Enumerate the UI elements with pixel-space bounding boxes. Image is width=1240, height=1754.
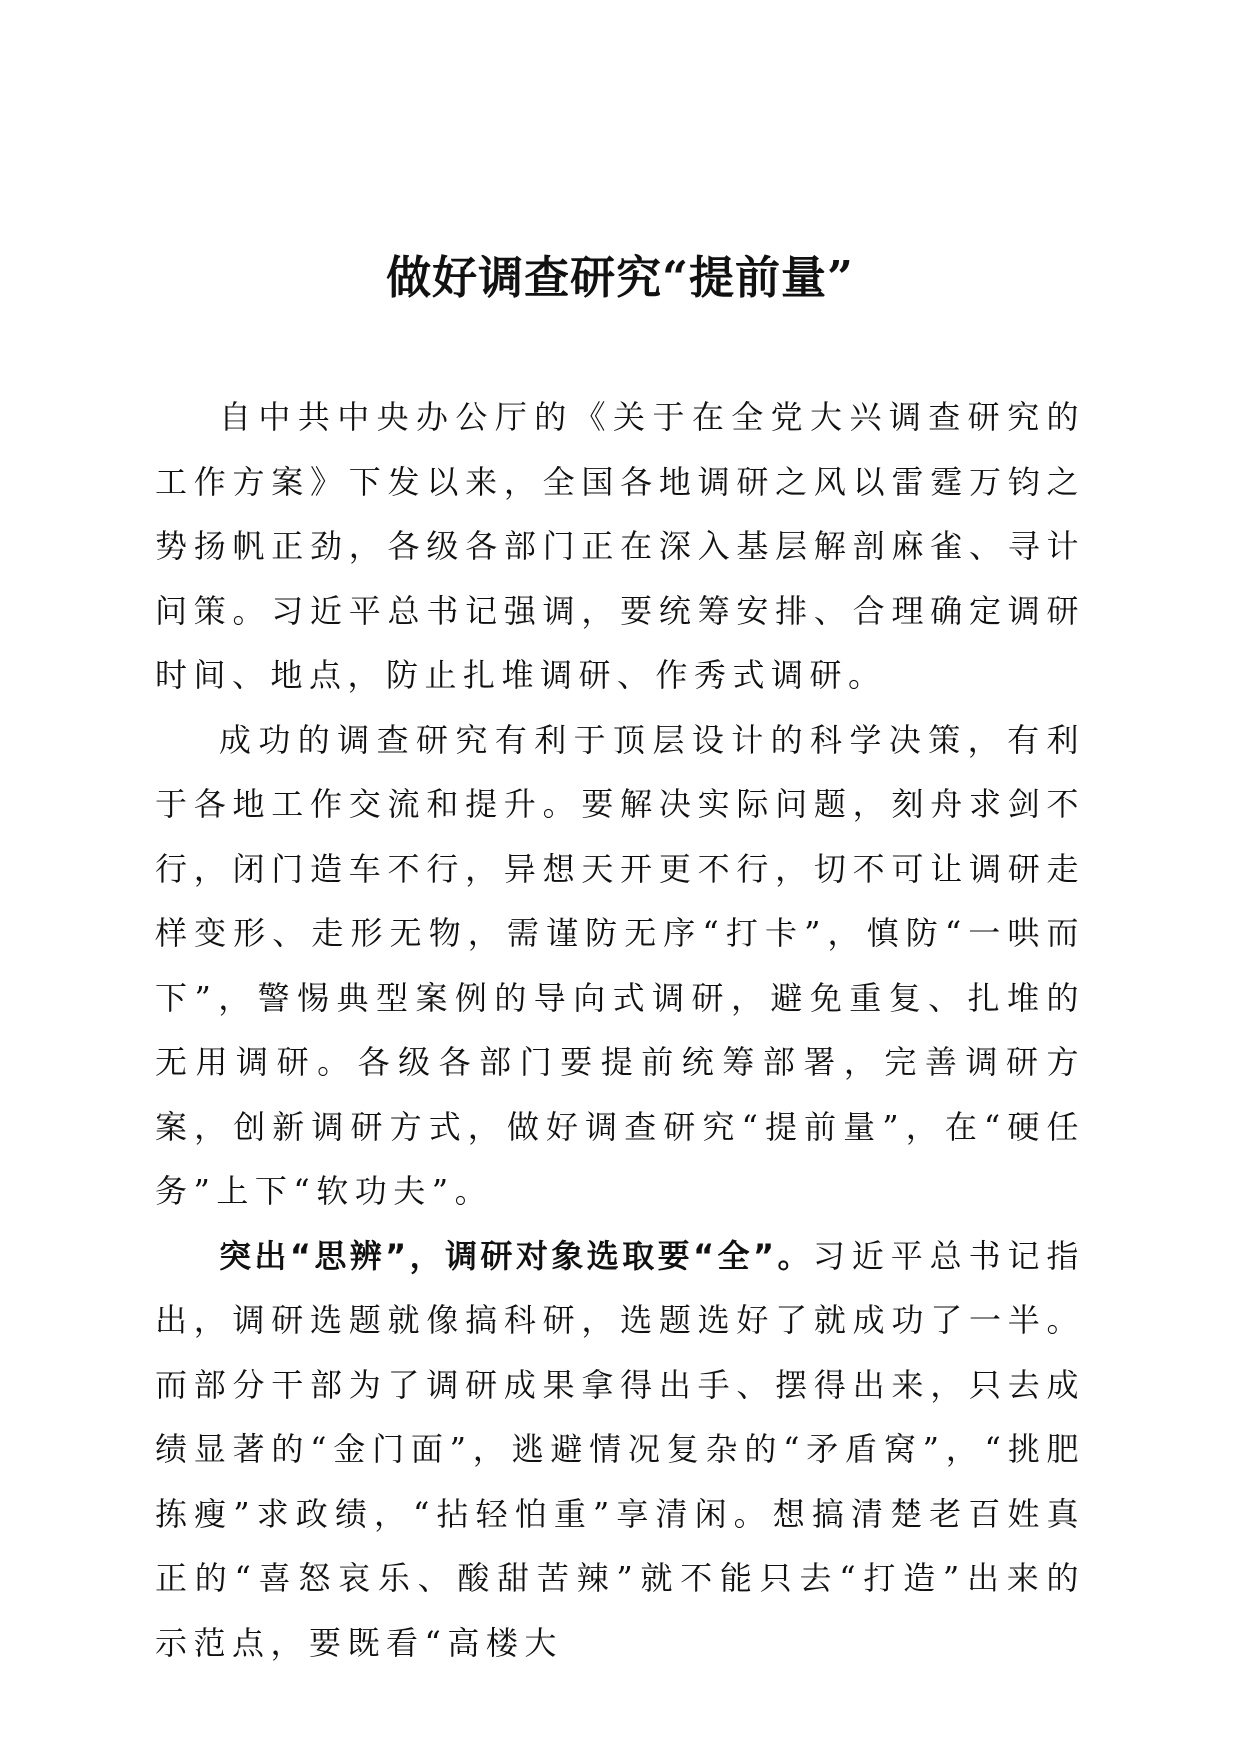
paragraph-intro [155, 385, 1085, 708]
section-heading: 突出“思辨”，调研对象选取要“全”。 [219, 1236, 813, 1275]
paragraph-purpose [155, 708, 1085, 1224]
paragraph-section-one [155, 1224, 1085, 1676]
paragraph-text: 习近平总书记指出，调研选题就像搞科研，选题选好了就成功了一半。而部分干部为了调研成果拿得出手、摆得出来，只去成绩显著的“金门面”，逃避情况复杂的“矛盾窝”，“挑肥拣瘦”求政绩，“拈轻怕重”享清闲。想搞清楚老百姓真正的“喜怒哀乐、酸甜苦辣”就不能只去“打造”出来的示范点，要既看“高楼大 [155, 1236, 1085, 1662]
paragraph-text: 成功的调查研究有利于顶层设计的科学决策，有利于各地工作交流和提升。要解决实际问题，刻舟求剑不行，闭门造车不行，异想天开更不行，切不可让调研走样变形、走形无物，需谨防无序“打卡”，慎防“一哄而下”，警惕典型案例的导向式调研，避免重复、扎堆的无用调研。各级各部门要提前统筹部署，完善调研方案，创新调研方式，做好调查研究“提前量”，在“硬任务”上下“软功夫”。 [155, 720, 1085, 1210]
paragraph-text: 自中共中央办公厅的《关于在全党大兴调查研究的工作方案》下发以来，全国各地调研之风以雷霆万钧之势扬帆正劲，各级各部门正在深入基层解剖麻雀、寻计问策。习近平总书记强调，要统筹安排、合理确定调研时间、地点，防止扎堆调研、作秀式调研。 [155, 398, 1085, 694]
article-body [155, 385, 1085, 1675]
page-title: 做好调查研究“提前量” [386, 251, 854, 304]
